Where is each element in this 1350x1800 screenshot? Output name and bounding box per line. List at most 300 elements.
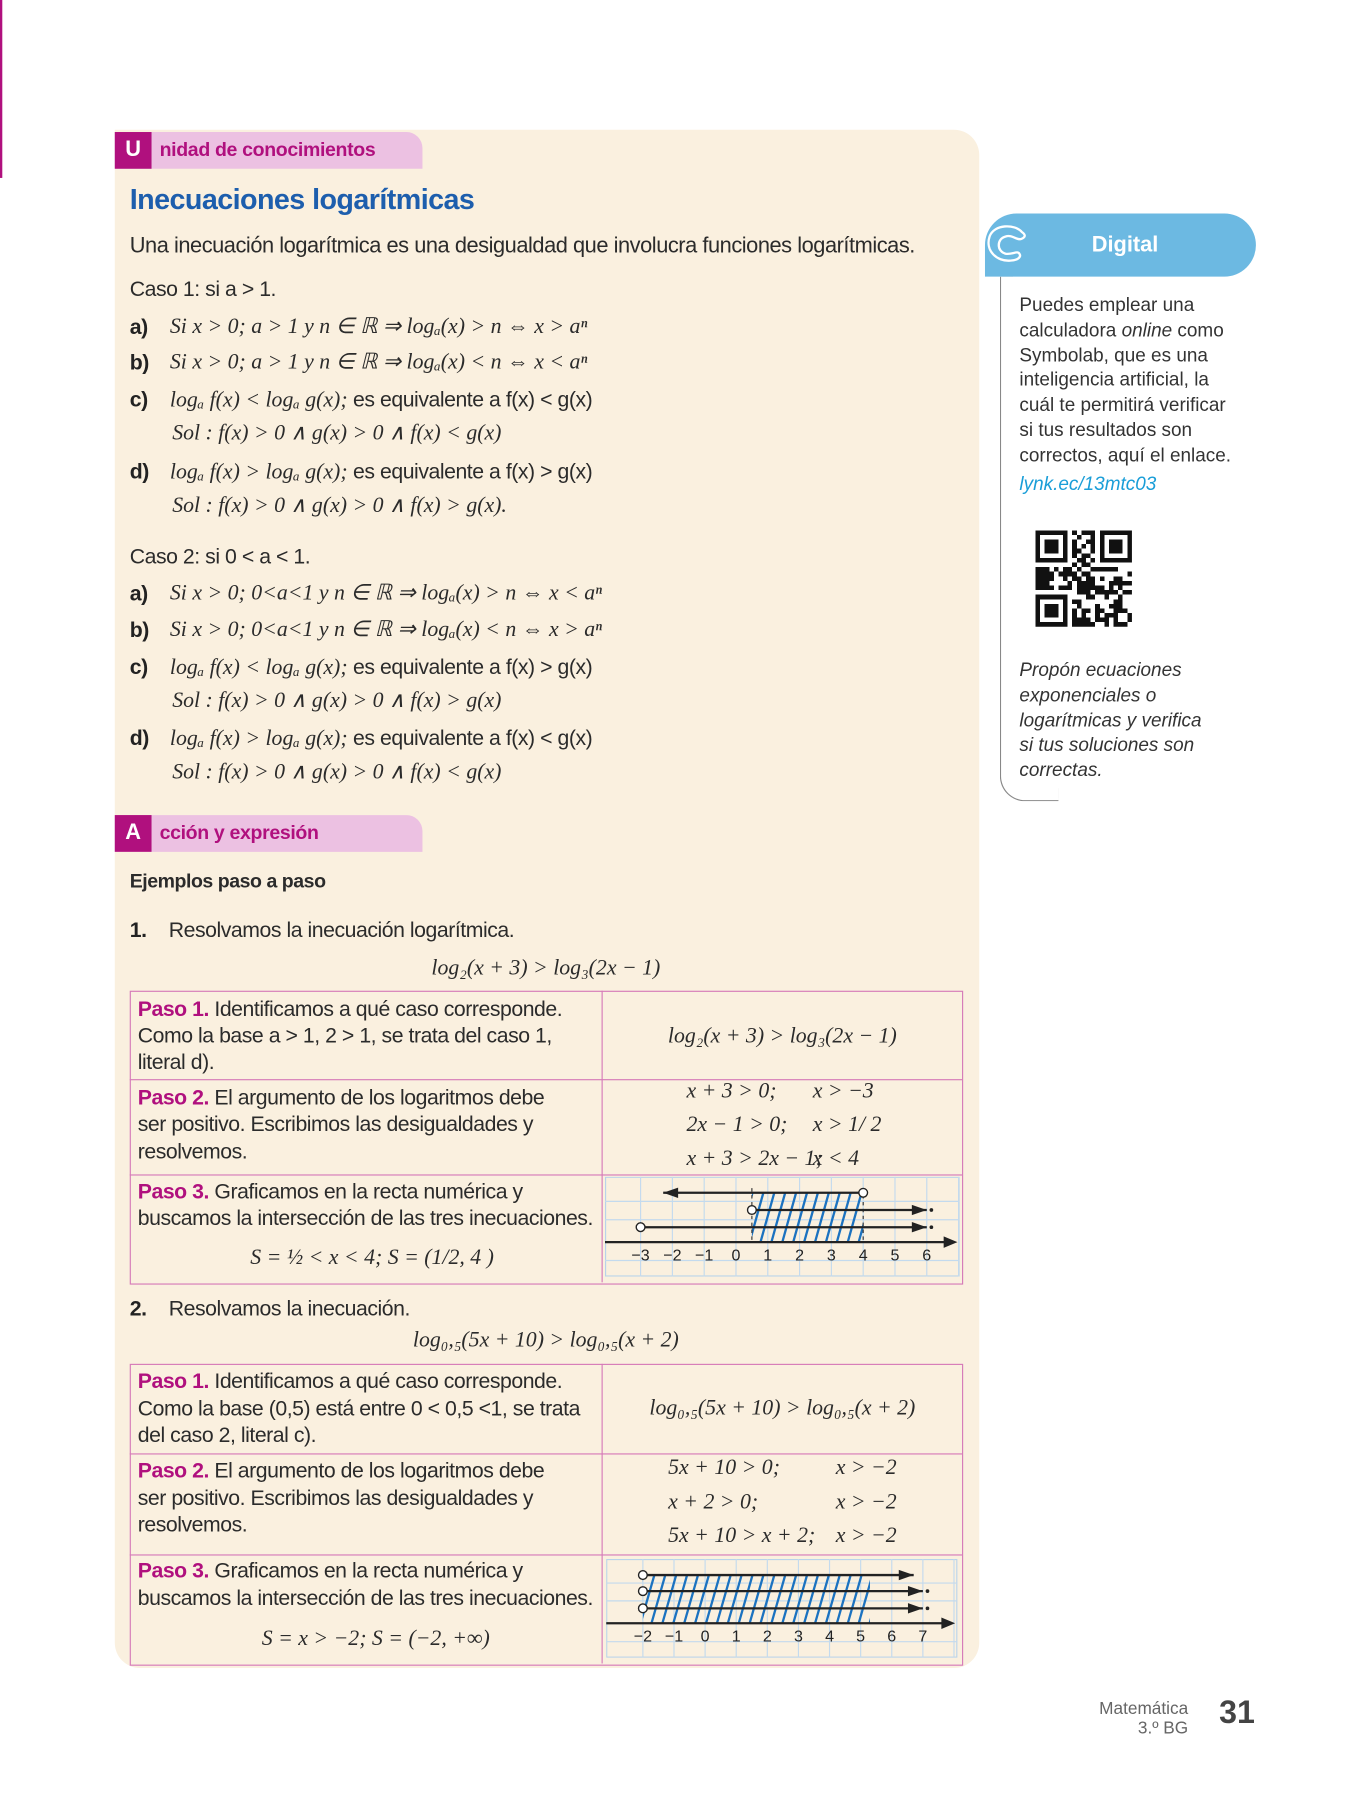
qr-module xyxy=(1081,553,1086,558)
text-italic: online xyxy=(1121,320,1173,341)
qr-module xyxy=(1077,599,1082,604)
paso-text: El argumento de los logaritmos debe xyxy=(214,1084,545,1109)
hatch-line xyxy=(728,1575,742,1623)
qr-module xyxy=(1063,585,1068,590)
qr-module xyxy=(1081,530,1086,535)
solution-set: S = ½ < x < 4; S = (1/2, 4 ) xyxy=(250,1245,494,1270)
qr-module xyxy=(1091,535,1096,540)
qr-module xyxy=(1077,581,1082,586)
qr-module xyxy=(1086,608,1091,613)
ray-arrow xyxy=(899,1570,914,1580)
qr-module xyxy=(1086,540,1091,545)
inequality-solution: x > −2 xyxy=(835,1490,897,1515)
hatch-line xyxy=(815,1193,829,1242)
qr-module xyxy=(1077,567,1082,572)
activity-line: correctas. xyxy=(1019,760,1103,781)
tick-label: −2 xyxy=(663,1246,682,1265)
qr-module xyxy=(1091,585,1096,590)
qr-module xyxy=(1114,622,1119,627)
item-solution: Sol : f(x) > 0 ∧ g(x) > 0 ∧ f(x) > g(x). xyxy=(172,493,507,518)
footer-subject: Matemática xyxy=(1099,1699,1189,1719)
paso-text: del caso 2, literal c). xyxy=(137,1422,317,1447)
qr-module xyxy=(1068,581,1073,586)
hatch-line xyxy=(837,1193,851,1242)
qr-module xyxy=(1118,622,1123,627)
hatch-line xyxy=(630,1575,644,1623)
qr-module xyxy=(1072,622,1077,627)
qr-module xyxy=(1109,613,1114,618)
qr-module xyxy=(1127,590,1132,595)
qr-module xyxy=(1095,567,1100,572)
qr-module xyxy=(1109,590,1114,595)
example-formula: log₂(x + 3) > log₃(2x − 1) xyxy=(431,956,661,981)
digital-header xyxy=(985,214,1256,277)
qr-module xyxy=(1095,585,1100,590)
qr-module xyxy=(1091,558,1096,563)
qr-module xyxy=(1091,544,1096,549)
qr-module xyxy=(1127,581,1132,586)
qr-module xyxy=(1081,558,1086,563)
hatch-line xyxy=(848,1193,862,1242)
item-formula: Si x > 0; a > 1 y n ∈ ℝ ⇒ logₐ(x) > n ⇔ x > aⁿ xyxy=(169,314,588,339)
hatch-line xyxy=(717,1575,731,1623)
ray-end-dot xyxy=(930,1225,934,1229)
sidebar-line: Puedes emplear una xyxy=(1019,295,1195,316)
qr-module xyxy=(1127,572,1132,577)
paso2-line xyxy=(138,1110,533,1138)
page-edge-marker xyxy=(0,0,2,178)
qr-module xyxy=(1049,576,1054,581)
qr-module xyxy=(1100,608,1105,613)
inequality-solution: x > −2 xyxy=(835,1523,897,1548)
inequality: 5x + 10 > 0; xyxy=(668,1455,780,1480)
item-label: d) xyxy=(129,459,149,484)
paso-text: Graficamos en la recta numérica y xyxy=(214,1178,523,1204)
paso-text: buscamos la intersección de las tres inecuaciones. xyxy=(137,1205,593,1230)
paso1-line xyxy=(138,1022,552,1050)
paso3-line xyxy=(138,1178,523,1206)
qr-module xyxy=(1077,576,1082,581)
qr-module xyxy=(1072,613,1077,618)
qr-module xyxy=(1091,595,1096,600)
qr-module xyxy=(1063,572,1068,577)
qr-module xyxy=(1118,576,1123,581)
sidebar-line xyxy=(1019,319,1231,344)
qr-module xyxy=(1054,567,1059,572)
qr-module xyxy=(1109,581,1114,586)
paso1-line xyxy=(138,1421,316,1449)
qr-module xyxy=(1123,590,1128,595)
item-statement xyxy=(170,458,592,487)
qr-module xyxy=(1081,572,1086,577)
hatch-line xyxy=(891,1575,905,1623)
qr-module xyxy=(1114,604,1119,609)
qr-module xyxy=(1091,567,1096,572)
qr-module xyxy=(1068,572,1073,577)
item-label: b) xyxy=(129,350,149,375)
hatch-line xyxy=(870,1193,884,1242)
qr-module xyxy=(1086,622,1091,627)
symbolab-link[interactable]: lynk.ec/13mtc03 xyxy=(1019,473,1157,495)
qr-module xyxy=(1035,572,1040,577)
examples-heading: Ejemplos paso a paso xyxy=(129,870,326,892)
qr-module xyxy=(1091,576,1096,581)
inequality-solution: x > −2 xyxy=(835,1455,897,1480)
ray-arrow xyxy=(908,1586,923,1596)
qr-module xyxy=(1100,590,1105,595)
hatch-line xyxy=(793,1575,807,1623)
item-text: es equivalente a f(x) < g(x) xyxy=(353,386,593,411)
caso-condition: si a > 1. xyxy=(205,276,277,301)
item-formula: logₐ f(x) < logₐ g(x); xyxy=(169,655,348,680)
paso-text: Como la base a > 1, 2 > 1, se trata del caso 1, xyxy=(137,1022,552,1047)
qr-module xyxy=(1086,581,1091,586)
hatch-line xyxy=(619,1575,633,1623)
item-text: es equivalente a f(x) > g(x) xyxy=(353,654,593,679)
item-formula: Si x > 0; 0<a<1 y n ∈ ℝ ⇒ logₐ(x) > n ⇔ x < aⁿ xyxy=(169,580,603,605)
sidebar-description xyxy=(1019,294,1231,498)
qr-module xyxy=(1077,604,1082,609)
tick-label: 4 xyxy=(858,1246,868,1265)
ray-end-dot xyxy=(926,1607,930,1611)
ray-arrow xyxy=(908,1603,923,1613)
paso-label: Paso 1. xyxy=(137,996,209,1021)
sidebar-line: Symbolab, que es una xyxy=(1019,345,1208,366)
paso1-formula: log₀,₅(5x + 10) > log₀,₅(x + 2) xyxy=(649,1395,916,1421)
badge-text: cción y expresión xyxy=(159,821,319,844)
qr-module xyxy=(1114,618,1119,623)
ray-end-dot xyxy=(926,1589,930,1593)
item-label: b) xyxy=(129,617,149,642)
qr-code[interactable] xyxy=(1035,530,1131,626)
qr-module xyxy=(1072,549,1077,554)
qr-module xyxy=(1068,567,1073,572)
hatch-line xyxy=(848,1575,862,1623)
paso-text: ser positivo. Escribimos las desigualdades y xyxy=(137,1111,534,1136)
tick-label: 1 xyxy=(763,1246,773,1265)
inequality-solution: x < 4 xyxy=(812,1146,860,1171)
paso1-line xyxy=(138,1367,562,1395)
tick-label: 7 xyxy=(918,1627,928,1646)
tick-label: 0 xyxy=(731,1246,741,1265)
open-endpoint xyxy=(636,1223,645,1232)
qr-module xyxy=(1123,622,1128,627)
qr-module xyxy=(1127,613,1132,618)
qr-module xyxy=(1058,585,1063,590)
qr-module xyxy=(1072,530,1077,535)
open-endpoint xyxy=(859,1188,868,1197)
paso-label: Paso 3. xyxy=(137,1178,209,1204)
paso-text: Identificamos a qué caso corresponde. xyxy=(214,996,563,1021)
inequality-solution: x > −3 xyxy=(812,1079,874,1104)
activity-line: Propón ecuaciones xyxy=(1019,660,1182,681)
qr-module xyxy=(1081,544,1086,549)
sidebar-line: cuál te permitirá verificar xyxy=(1019,395,1226,416)
sidebar-line: si tus resultados son xyxy=(1019,420,1193,441)
qr-module xyxy=(1045,572,1050,577)
qr-module xyxy=(1091,530,1096,535)
qr-module xyxy=(1045,567,1050,572)
paso2-line xyxy=(138,1084,544,1112)
item-statement xyxy=(170,653,592,682)
inequality: x + 3 > 2x − 1; xyxy=(686,1146,823,1171)
qr-module xyxy=(1104,567,1109,572)
item-label: d) xyxy=(129,725,149,750)
qr-module xyxy=(1114,608,1119,613)
hatch-line xyxy=(728,1193,742,1242)
qr-module xyxy=(1045,585,1050,590)
qr-module xyxy=(1077,585,1082,590)
digital-title: Digital xyxy=(1091,233,1159,258)
qr-module xyxy=(1118,604,1123,609)
tick-label: 6 xyxy=(922,1246,932,1265)
qr-module xyxy=(1077,590,1082,595)
paso3-line xyxy=(138,1584,593,1612)
tick-label: 2 xyxy=(795,1246,805,1265)
example-statement: Resolvamos la inecuación logarítmica. xyxy=(168,917,515,942)
ray-arrow xyxy=(663,1188,678,1198)
badge-letter: U xyxy=(115,132,152,169)
example-statement: Resolvamos la inecuación. xyxy=(168,1296,410,1321)
qr-module xyxy=(1095,590,1100,595)
tick-label: 4 xyxy=(825,1627,835,1646)
qr-module xyxy=(1086,563,1091,568)
row-divider xyxy=(130,1554,962,1555)
example-number: 1. xyxy=(129,917,147,942)
paso2-line xyxy=(138,1511,247,1539)
paso-text: Graficamos en la recta numérica y xyxy=(214,1557,523,1582)
caso1-heading xyxy=(130,276,276,304)
item-solution: Sol : f(x) > 0 ∧ g(x) > 0 ∧ f(x) < g(x) xyxy=(172,759,502,785)
paso-text: resolvemos. xyxy=(137,1511,248,1537)
paso2-line xyxy=(138,1457,544,1485)
hatch-line xyxy=(826,1575,840,1623)
hatch-line xyxy=(706,1575,720,1623)
axis-arrow xyxy=(941,1618,955,1629)
qr-module xyxy=(1040,576,1045,581)
paso3-line xyxy=(138,1557,523,1585)
qr-module xyxy=(1100,585,1105,590)
qr-module xyxy=(1049,572,1054,577)
hatch-line xyxy=(717,1193,731,1242)
caso2-heading xyxy=(130,543,310,571)
paso-label: Paso 3. xyxy=(137,1557,209,1582)
caso-condition: si 0 < a < 1. xyxy=(205,544,311,569)
qr-module xyxy=(1104,613,1109,618)
hatch-line xyxy=(804,1575,818,1623)
inequality: x + 2 > 0; xyxy=(668,1490,759,1515)
inequality: x + 3 > 0; xyxy=(686,1079,777,1104)
hatch-line xyxy=(859,1193,873,1242)
tick-label: 3 xyxy=(793,1627,803,1646)
item-label: a) xyxy=(129,314,148,339)
tick-label: 6 xyxy=(887,1627,897,1646)
qr-module xyxy=(1072,608,1077,613)
qr-module xyxy=(1077,535,1082,540)
qr-module xyxy=(1081,590,1086,595)
tick-label: 3 xyxy=(826,1246,836,1265)
qr-module xyxy=(1081,585,1086,590)
badge-letter: A xyxy=(115,815,152,852)
sidebar-line: inteligencia artificial, la xyxy=(1019,370,1209,391)
section-badge-unidad xyxy=(115,132,423,169)
qr-module xyxy=(1114,581,1119,586)
qr-module xyxy=(1091,581,1096,586)
paso-label: Paso 1. xyxy=(137,1368,209,1393)
qr-module xyxy=(1118,599,1123,604)
qr-module xyxy=(1109,567,1114,572)
qr-module xyxy=(1086,595,1091,600)
activity-line: exponenciales o xyxy=(1019,685,1157,706)
qr-module xyxy=(1081,622,1086,627)
open-endpoint xyxy=(639,1587,648,1596)
tick-label: −1 xyxy=(695,1246,714,1265)
open-endpoint xyxy=(748,1206,757,1215)
hatch-line xyxy=(870,1575,884,1623)
hatch-line xyxy=(739,1193,753,1242)
qr-module xyxy=(1104,595,1109,600)
footer-grade: 3.º BG xyxy=(1137,1718,1189,1739)
item-label: a) xyxy=(129,580,148,605)
qr-module xyxy=(1040,581,1045,586)
qr-module xyxy=(1114,599,1119,604)
item-formula: Si x > 0; 0<a<1 y n ∈ ℝ ⇒ logₐ(x) < n ⇔ x > aⁿ xyxy=(169,617,603,642)
number-line-graph xyxy=(606,1559,957,1658)
paso-text: ser positivo. Escribimos las desigualdades y xyxy=(137,1485,534,1510)
qr-module xyxy=(1118,595,1123,600)
open-endpoint xyxy=(639,1571,648,1580)
tick-label: −1 xyxy=(664,1627,684,1646)
item-formula: logₐ f(x) < logₐ g(x); xyxy=(169,388,348,413)
qr-module xyxy=(1109,604,1114,609)
qr-module xyxy=(1114,567,1119,572)
paso2-line xyxy=(138,1484,533,1512)
qr-module xyxy=(1072,540,1077,545)
qr-module xyxy=(1035,585,1040,590)
qr-module xyxy=(1058,572,1063,577)
qr-module xyxy=(1077,549,1082,554)
item-statement xyxy=(170,724,592,753)
qr-module xyxy=(1095,608,1100,613)
hatch-line xyxy=(695,1575,709,1623)
paso-text: buscamos la intersección de las tres inecuaciones. xyxy=(137,1585,593,1610)
hatch-line xyxy=(826,1193,840,1242)
qr-module xyxy=(1081,608,1086,613)
paso-label: Paso 2. xyxy=(137,1084,209,1109)
qr-module xyxy=(1077,558,1082,563)
qr-module xyxy=(1123,608,1128,613)
qr-module xyxy=(1104,622,1109,627)
hatch-line xyxy=(771,1575,785,1623)
paso2-line xyxy=(138,1138,247,1166)
qr-module xyxy=(1091,622,1096,627)
qr-module xyxy=(1068,585,1073,590)
hatch-line xyxy=(782,1575,796,1623)
tick-label: 5 xyxy=(856,1627,866,1646)
item-text: es equivalente a f(x) > g(x) xyxy=(353,459,593,484)
row-divider xyxy=(130,1174,962,1175)
open-endpoint xyxy=(639,1604,648,1613)
hatch-line xyxy=(608,1575,622,1623)
paso-label: Paso 2. xyxy=(137,1457,209,1483)
paso-text: El argumento de los logaritmos debe xyxy=(214,1457,545,1483)
qr-module xyxy=(1086,530,1091,535)
hatch-line xyxy=(815,1575,829,1623)
tick-label: 5 xyxy=(890,1246,900,1265)
text: calculadora xyxy=(1019,320,1122,341)
hatch-line xyxy=(771,1193,785,1242)
item-solution: Sol : f(x) > 0 ∧ g(x) > 0 ∧ f(x) < g(x) xyxy=(172,421,502,446)
hatch-line xyxy=(750,1575,764,1623)
qr-module xyxy=(1040,567,1045,572)
qr-module xyxy=(1100,567,1105,572)
qr-module xyxy=(1118,581,1123,586)
solution-set: S = x > −2; S = (−2, +∞) xyxy=(261,1626,490,1651)
item-text: es equivalente a f(x) < g(x) xyxy=(353,725,593,750)
qr-module xyxy=(1081,618,1086,623)
qr-module xyxy=(1081,613,1086,618)
page-number: 31 xyxy=(1219,1694,1255,1731)
caso-label: Caso 1: xyxy=(129,276,200,301)
qr-module xyxy=(1049,585,1054,590)
example-number: 2. xyxy=(129,1296,147,1321)
tick-label: 1 xyxy=(731,1627,741,1646)
tick-label: −2 xyxy=(633,1627,653,1646)
qr-module xyxy=(1081,581,1086,586)
qr-module xyxy=(1127,618,1132,623)
qr-module xyxy=(1086,572,1091,577)
hatch-line xyxy=(673,1575,687,1623)
qr-module xyxy=(1072,618,1077,623)
activity-line: si tus soluciones son xyxy=(1019,735,1195,756)
qr-module xyxy=(1104,618,1109,623)
qr-module xyxy=(1072,544,1077,549)
text: como xyxy=(1172,320,1224,341)
paso1-line xyxy=(138,1395,580,1423)
qr-module xyxy=(1086,585,1091,590)
paso-text: resolvemos. xyxy=(137,1138,248,1163)
hatch-line xyxy=(706,1193,720,1242)
example-formula: log₀,₅(5x + 10) > log₀,₅(x + 2) xyxy=(412,1328,679,1353)
badge-text: nidad de conocimientos xyxy=(159,138,376,161)
axis-arrow xyxy=(944,1236,958,1247)
qr-module xyxy=(1035,581,1040,586)
tick-label: 2 xyxy=(762,1627,772,1646)
paso-text: Como la base (0,5) está entre 0 < 0,5 <1, se trata xyxy=(137,1395,580,1421)
caso-label: Caso 2: xyxy=(129,544,200,569)
item-formula: Si x > 0; a > 1 y n ∈ ℝ ⇒ logₐ(x) < n ⇔ x < aⁿ xyxy=(169,350,588,375)
hatch-line xyxy=(880,1193,894,1242)
ray-arrow xyxy=(912,1222,927,1232)
qr-module xyxy=(1086,590,1091,595)
paso3-line xyxy=(138,1204,593,1232)
qr-module xyxy=(1072,576,1077,581)
activity-line: logarítmicas y verifica xyxy=(1019,710,1202,731)
hatch-line xyxy=(837,1575,851,1623)
qr-module xyxy=(1114,590,1119,595)
qr-module xyxy=(1077,618,1082,623)
paso1-line xyxy=(138,995,562,1023)
qr-module xyxy=(1086,553,1091,558)
sidebar-line: correctos, aquí el enlace. xyxy=(1019,445,1232,466)
qr-module xyxy=(1035,576,1040,581)
section-badge-accion xyxy=(115,815,423,852)
qr-module xyxy=(1077,622,1082,627)
ray-end-dot xyxy=(930,1208,934,1212)
item-solution: Sol : f(x) > 0 ∧ g(x) > 0 ∧ f(x) > g(x) xyxy=(172,688,502,713)
item-statement xyxy=(170,386,592,415)
qr-module xyxy=(1114,613,1119,618)
